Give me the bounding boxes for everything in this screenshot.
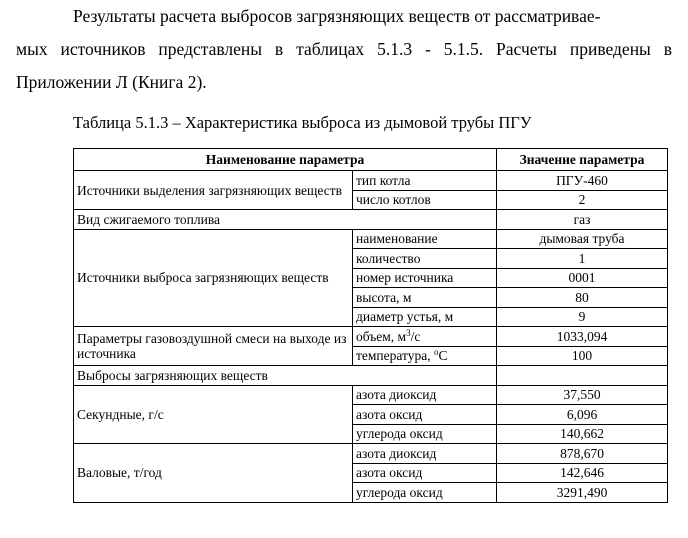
release-number-label: номер источника — [353, 268, 497, 288]
table-row — [74, 229, 668, 249]
seconds-emissions-label: Секундные, г/с — [74, 385, 353, 444]
temperature-label-unit: С — [438, 348, 448, 364]
sources-release-label: Источники выброса загрязняющих веществ — [74, 229, 353, 327]
table-row — [74, 171, 668, 191]
volume-label-superscript: 3 — [406, 327, 411, 338]
volume-label — [353, 327, 497, 347]
intro-paragraph-line: мых источников представлены в таблицах 5.1.3 - 5.1.5. Расчеты приведены в — [16, 39, 672, 59]
release-diameter-label: диаметр устья, м — [353, 307, 497, 327]
boiler-type-value: ПГУ-460 — [497, 171, 668, 191]
table-row — [74, 210, 668, 230]
boiler-type-label: тип котла — [353, 171, 497, 191]
table-row — [74, 327, 668, 347]
intro-paragraph-line: Результаты расчета выбросов загрязняющих веществ от рассматривае- — [73, 6, 601, 26]
boiler-count-label: число котлов — [353, 190, 497, 210]
seconds-substance: углерода оксид — [353, 424, 497, 444]
seconds-value: 140,662 — [497, 424, 668, 444]
fuel-label: Вид сжигаемого топлива — [74, 210, 497, 230]
sources-emission-label: Источники выделения загрязняющих веществ — [74, 171, 353, 210]
gross-value: 3291,490 — [497, 483, 668, 503]
table-row — [74, 366, 668, 386]
emissions-header: Выбросы загрязняющих веществ — [74, 366, 497, 386]
release-height-value: 80 — [497, 288, 668, 308]
gross-emissions-label: Валовые, т/год — [74, 444, 353, 503]
temperature-label — [353, 346, 497, 366]
intro-paragraph — [0, 0, 688, 99]
emission-characteristics-table — [73, 148, 668, 503]
release-diameter-value: 9 — [497, 307, 668, 327]
fuel-value: газ — [497, 210, 668, 230]
seconds-value: 6,096 — [497, 405, 668, 425]
release-name-label: наименование — [353, 229, 497, 249]
volume-value: 1033,094 — [497, 327, 668, 347]
gross-value: 142,646 — [497, 463, 668, 483]
gross-substance: азота диоксид — [353, 444, 497, 464]
gross-value: 878,670 — [497, 444, 668, 464]
table-row — [74, 385, 668, 405]
seconds-value: 37,550 — [497, 385, 668, 405]
gross-substance: азота оксид — [353, 463, 497, 483]
temperature-label-degree: о — [434, 347, 439, 358]
emissions-header-value-empty — [497, 366, 668, 386]
boiler-count-value: 2 — [497, 190, 668, 210]
gas-params-label: Параметры газовоздушной смеси на выходе из источника — [74, 327, 353, 366]
volume-label-text: объем, м — [356, 328, 407, 344]
intro-paragraph-line: Приложении Л (Книга 2). — [16, 72, 207, 92]
header-parameter-value: Значение параметра — [497, 149, 668, 171]
seconds-substance: азота диоксид — [353, 385, 497, 405]
release-count-label: количество — [353, 249, 497, 269]
release-height-label: высота, м — [353, 288, 497, 308]
release-name-value: дымовая труба — [497, 229, 668, 249]
seconds-substance: азота оксид — [353, 405, 497, 425]
table-header-row — [74, 149, 668, 171]
volume-label-unit: /с — [410, 328, 421, 344]
release-number-value: 0001 — [497, 268, 668, 288]
table-row — [74, 444, 668, 464]
header-parameter-name: Наименование параметра — [74, 149, 497, 171]
temperature-value: 100 — [497, 346, 668, 366]
temperature-label-text: температура, — [356, 348, 435, 364]
release-count-value: 1 — [497, 249, 668, 269]
gross-substance: углерода оксид — [353, 483, 497, 503]
table-caption: Таблица 5.1.3 – Характеристика выброса из дымовой трубы ПГУ — [73, 113, 532, 132]
